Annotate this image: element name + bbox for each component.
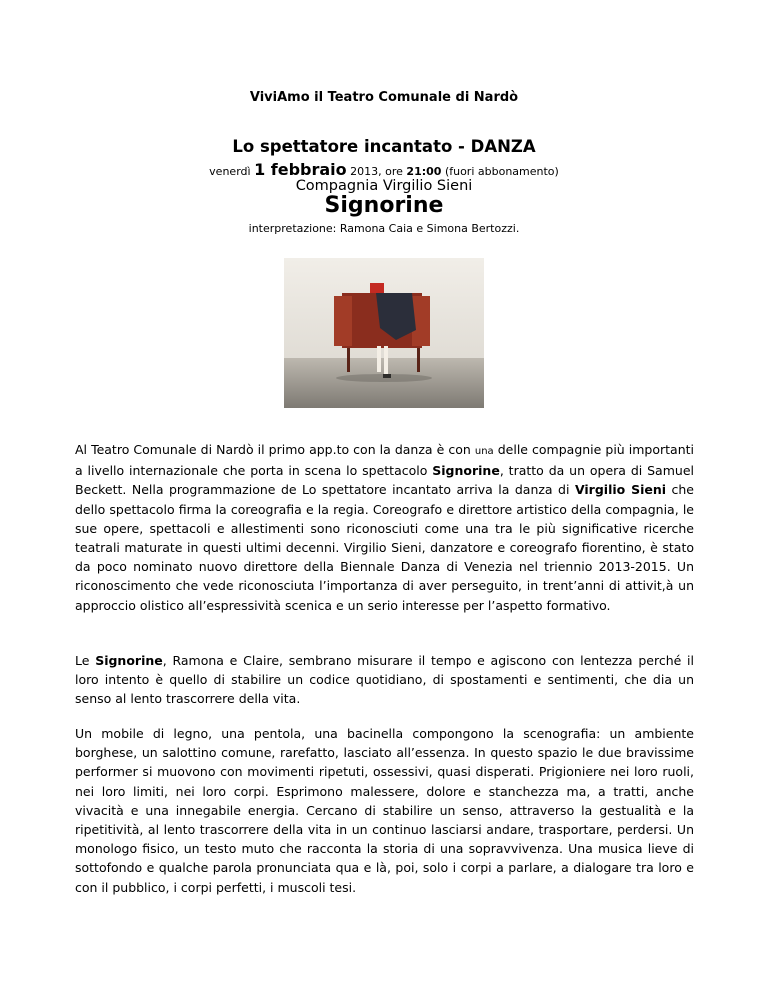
company-name: Compagnia Virgilio Sieni — [295, 178, 473, 194]
red-pot — [370, 283, 384, 293]
paragraph-signorine — [75, 651, 694, 709]
p1-text-3: delle compagnie più importanti a livello internazionale che porta in scena lo spettacolo — [75, 442, 694, 479]
p2-text-3: , Ramona e Claire, sembrano misurare il tempo e agiscono con lentezza perché il loro intento è quello di stabilire un codice quotidiano, di spostamenti e sentimenti, che dia un senso al lento trascorrere della vita. — [75, 653, 694, 707]
series-title: Lo spettatore incantato - DANZA — [232, 137, 536, 156]
p1-show-name: Signorine — [432, 463, 500, 479]
cabinet-left-door — [334, 296, 352, 346]
dancer-leg — [384, 346, 388, 378]
paragraph-intro — [75, 440, 694, 615]
p1-text-una: una — [474, 446, 494, 457]
event-note: (fuori abbonamento) — [444, 165, 559, 178]
stage-photo — [284, 258, 484, 408]
p1-choreographer-name: Virgilio Sieni — [574, 482, 667, 498]
interpreters: interpretazione: Ramona Caia e Simona Bertozzi. — [248, 222, 520, 235]
paragraph-scenography: Un mobile di legno, una pentola, una bacinella compongono la scenografia: un ambiente borghese, un salottino comune, rarefatto, lasciato all’essenza. In questo spazio le due bravissime performer si muovono con movimenti ripetuti, ossessivi, quasi disperati. Prigioniere nei loro ruoli, nei loro limiti, nei loro corpi. Esprimono malessere, dolore e stanchezza ma, a tratti, anche vivacità e una innegabile energia. Cercano di stabilire un senso, attraverso la gestualità e la ripetitività, al lento trascorrere della vita in un continuo lasciarsi andare, trasportare, perdersi. Un monologo fisico, un testo muto che racconta la storia di una sopravvivenza. Una musica lieve di sottofondo e qualche parola pronunciata qua e là, poi, solo i corpi a parlare, a dialogare tra loro e con il pubblico, i corpi perfetti, i muscoli tesi. — [75, 726, 694, 895]
header-title: ViviAmo il Teatro Comunale di Nardò — [249, 90, 519, 105]
event-time: 21:00 — [406, 165, 442, 178]
p1-text-7: che dello spettacolo firma la coreografia e la regia. Coreografo e direttore artistico della compagnia, le sue opere, spettacoli e allestimenti sono riconosciuti come una tra le più significative ricerche teatrali maturate in questi ultimi decenni. Virgilio Sieni, danzatore e coreografo fiorentino, è stato da poco nominato nuovo direttore della Biennale Danza di Venezia nel triennio 2013-2015. Un riconoscimento che vede riconosciuta l’importanza di aver perseguito, in trent’anni di attivit,à un approccio olistico all’espressività scenica e un serio interesse per l’aspetto formativo. — [75, 482, 694, 613]
dancer-leg — [377, 346, 381, 372]
event-year: 2013, ore — [350, 165, 403, 178]
p1-text-1: Al Teatro Comunale di Nardò il primo app.to con la danza è con — [75, 442, 475, 457]
p1-text-5: , tratto da un opera di Samuel Beckett. Nella programmazione de Lo spettatore incantato arriva la danza di — [75, 463, 694, 498]
p2-show-name: Signorine — [95, 653, 163, 668]
event-date: 1 febbraio — [254, 160, 347, 179]
show-title: Signorine — [324, 193, 444, 218]
p2-text-1: Le — [75, 653, 96, 668]
event-day: venerdì — [209, 165, 251, 178]
